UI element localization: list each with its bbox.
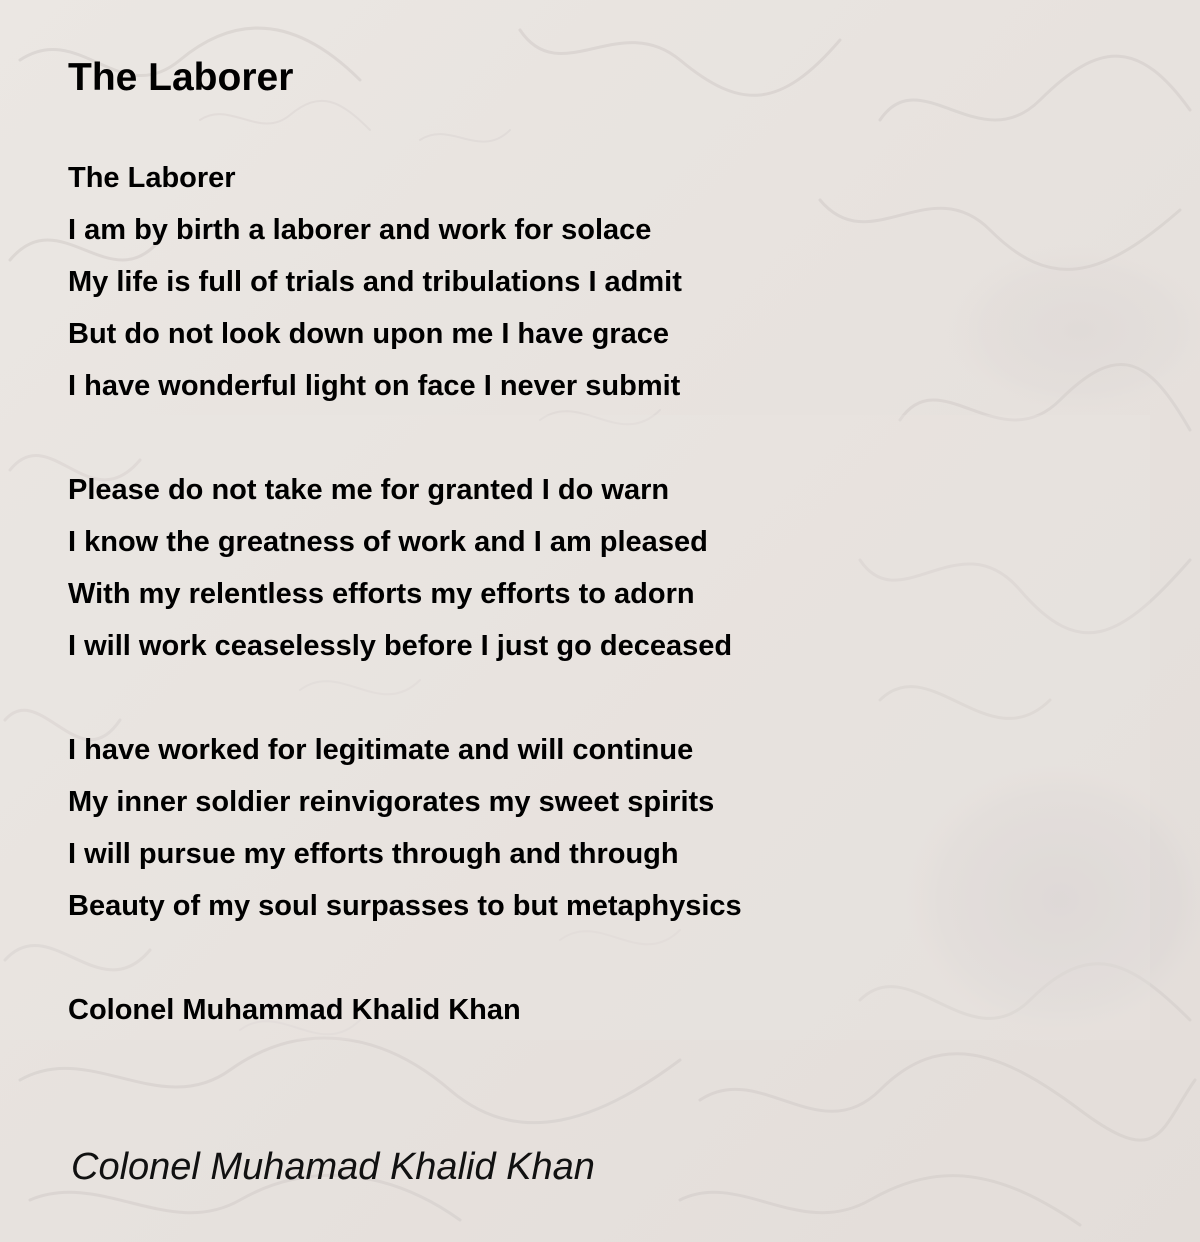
poem-line: I know the greatness of work and I am pleased xyxy=(68,526,708,558)
stanza-4 xyxy=(68,984,742,1036)
poem-line: Please do not take me for granted I do warn xyxy=(68,474,670,506)
poem-line: I am by birth a laborer and work for solace xyxy=(68,214,652,246)
stanza-1 xyxy=(68,152,742,412)
poem-line: My life is full of trials and tribulations I admit xyxy=(68,266,682,298)
poem-line: The Laborer xyxy=(68,162,236,194)
stanza-gap xyxy=(68,932,742,984)
poem-line: I have worked for legitimate and will continue xyxy=(68,734,694,766)
stanza-3 xyxy=(68,724,742,932)
poem-line: But do not look down upon me I have grace xyxy=(68,318,669,350)
poem-line: With my relentless efforts my efforts to adorn xyxy=(68,578,695,610)
stanza-gap xyxy=(68,412,742,464)
poem-title: The Laborer xyxy=(68,56,294,99)
poem-line: I will pursue my efforts through and through xyxy=(68,838,679,870)
poem-author: Colonel Muhammad Khalid Khan xyxy=(68,994,521,1026)
poem-line: My inner soldier reinvigorates my sweet spirits xyxy=(68,786,715,818)
poem-line: Beauty of my soul surpasses to but metaphysics xyxy=(68,890,742,922)
poem-line: I will work ceaselessly before I just go deceased xyxy=(68,630,733,662)
stanza-2 xyxy=(68,464,742,672)
poem-body xyxy=(68,152,742,1036)
poem-line: I have wonderful light on face I never submit xyxy=(68,370,681,402)
stanza-gap xyxy=(68,672,742,724)
footer-byline: Colonel Muhamad Khalid Khan xyxy=(71,1146,595,1188)
